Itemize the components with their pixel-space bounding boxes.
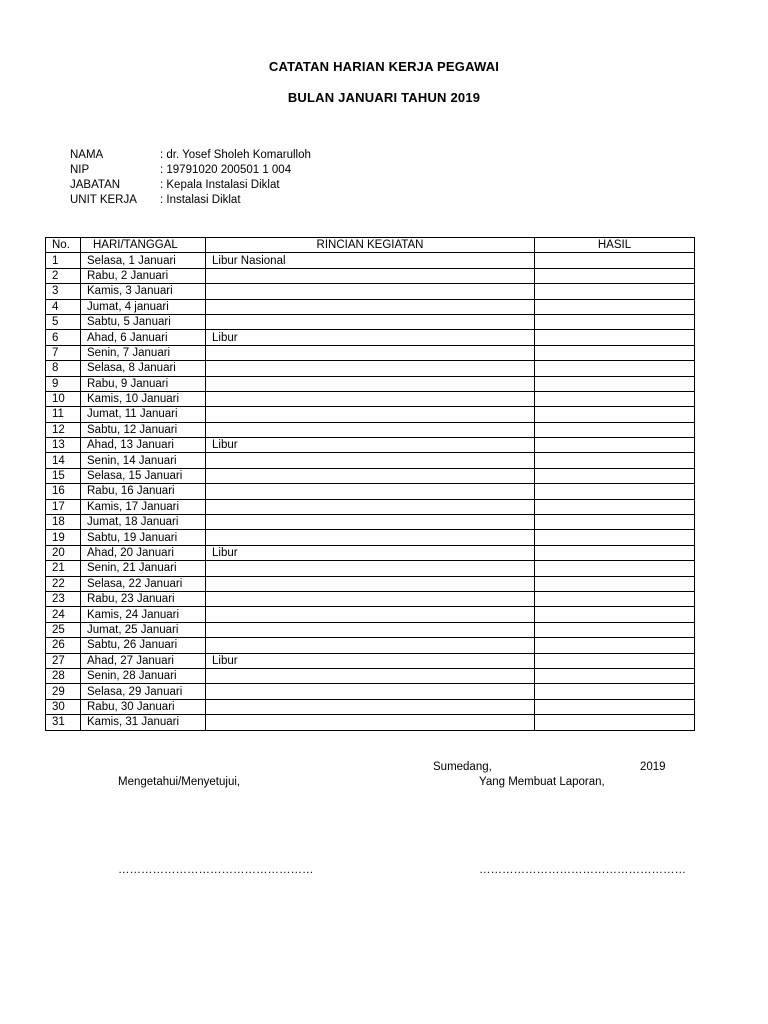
row-number-cell: 13 [46,438,81,453]
info-label: NIP [70,164,90,176]
table-row [46,668,695,683]
table-row [46,545,695,560]
table-row [46,530,695,545]
result-cell [535,284,695,299]
result-cell [535,591,695,606]
day-date-cell: Ahad, 27 Januari [81,653,206,668]
activity-cell [206,591,535,606]
day-date-cell: Selasa, 8 Januari [81,361,206,376]
day-date-cell: Senin, 14 Januari [81,453,206,468]
table-row [46,699,695,714]
row-number-cell: 27 [46,653,81,668]
approval-label: Mengetahui/Menyetujui, [118,776,241,788]
result-cell [535,515,695,530]
table-row [46,653,695,668]
result-cell [535,422,695,437]
row-number-cell: 15 [46,468,81,483]
activity-cell [206,361,535,376]
info-value: : 19791020 200501 1 004 [160,164,292,176]
table-row [46,345,695,360]
reporter-label: Yang Membuat Laporan, [479,776,605,788]
activity-cell [206,684,535,699]
table-row [46,515,695,530]
activity-cell [206,345,535,360]
employee-unit-row [70,193,311,208]
info-value: : dr. Yosef Sholeh Komarulloh [160,149,311,161]
activity-cell: Libur [206,545,535,560]
row-number-cell: 24 [46,607,81,622]
table-row [46,684,695,699]
activity-cell [206,376,535,391]
info-label: NAMA [70,149,104,161]
table-body [46,253,695,730]
day-date-cell: Jumat, 25 Januari [81,622,206,637]
day-date-cell: Sabtu, 26 Januari [81,638,206,653]
day-date-cell: Kamis, 31 Januari [81,715,206,730]
table-row [46,468,695,483]
table-row [46,361,695,376]
table-header-row [46,238,695,253]
row-number-cell: 25 [46,622,81,637]
day-date-cell: Selasa, 1 Januari [81,253,206,268]
result-cell [535,330,695,345]
activity-cell [206,391,535,406]
row-number-cell: 14 [46,453,81,468]
table-row [46,607,695,622]
activity-cell [206,576,535,591]
row-number-cell: 4 [46,299,81,314]
result-cell [535,668,695,683]
result-cell [535,361,695,376]
day-date-cell: Selasa, 15 Januari [81,468,206,483]
result-cell [535,684,695,699]
day-date-cell: Sabtu, 19 Januari [81,530,206,545]
day-date-cell: Rabu, 23 Januari [81,591,206,606]
activity-cell [206,284,535,299]
result-cell [535,268,695,283]
result-cell [535,345,695,360]
activity-cell [206,715,535,730]
row-number-cell: 2 [46,268,81,283]
year-label: 2019 [640,761,666,773]
info-label: UNIT KERJA [70,194,137,206]
day-date-cell: Sabtu, 5 Januari [81,314,206,329]
row-number-cell: 10 [46,391,81,406]
activity-cell [206,607,535,622]
place-label: Sumedang, [433,761,492,773]
day-date-cell: Selasa, 22 Januari [81,576,206,591]
result-cell [535,576,695,591]
activity-cell [206,299,535,314]
info-label: JABATAN [70,179,121,191]
day-date-cell: Selasa, 29 Januari [81,684,206,699]
result-cell [535,407,695,422]
result-cell [535,484,695,499]
result-cell [535,438,695,453]
result-cell [535,638,695,653]
activity-cell [206,515,535,530]
row-number-cell: 12 [46,422,81,437]
result-cell [535,299,695,314]
table-row [46,253,695,268]
day-date-cell: Senin, 21 Januari [81,561,206,576]
activity-cell [206,268,535,283]
day-date-cell: Ahad, 6 Januari [81,330,206,345]
day-date-cell: Ahad, 20 Januari [81,545,206,560]
activity-cell: Libur [206,438,535,453]
table-row [46,391,695,406]
table-row [46,638,695,653]
day-date-cell: Rabu, 30 Januari [81,699,206,714]
table-row [46,484,695,499]
table-row [46,314,695,329]
day-date-cell: Senin, 28 Januari [81,668,206,683]
activity-cell: Libur [206,653,535,668]
activity-cell [206,484,535,499]
row-number-cell: 6 [46,330,81,345]
reporter-signature-line: ……………………………………………… [479,864,686,876]
row-number-cell: 1 [46,253,81,268]
row-number-cell: 22 [46,576,81,591]
result-cell [535,653,695,668]
result-cell [535,453,695,468]
row-number-cell: 8 [46,361,81,376]
table-row [46,715,695,730]
activity-log-table [45,237,695,731]
day-date-cell: Kamis, 10 Januari [81,391,206,406]
document-subtitle: BULAN JANUARI TAHUN 2019 [287,90,481,105]
day-date-cell: Rabu, 9 Januari [81,376,206,391]
document-title: CATATAN HARIAN KERJA PEGAWAI [268,59,500,74]
header-no: No. [46,238,81,253]
row-number-cell: 26 [46,638,81,653]
activity-cell: Libur Nasional [206,253,535,268]
row-number-cell: 7 [46,345,81,360]
table-row [46,268,695,283]
result-cell [535,545,695,560]
row-number-cell: 31 [46,715,81,730]
day-date-cell: Senin, 7 Januari [81,345,206,360]
row-number-cell: 16 [46,484,81,499]
result-cell [535,253,695,268]
table-row [46,499,695,514]
activity-cell: Libur [206,330,535,345]
result-cell [535,622,695,637]
activity-cell [206,530,535,545]
day-date-cell: Ahad, 13 Januari [81,438,206,453]
activity-cell [206,638,535,653]
table-row [46,299,695,314]
result-cell [535,530,695,545]
row-number-cell: 28 [46,668,81,683]
day-date-cell: Kamis, 17 Januari [81,499,206,514]
table-row [46,622,695,637]
row-number-cell: 21 [46,561,81,576]
day-date-cell: Kamis, 3 Januari [81,284,206,299]
header-day-date: HARI/TANGGAL [81,238,206,253]
row-number-cell: 5 [46,314,81,329]
row-number-cell: 30 [46,699,81,714]
info-value: : Kepala Instalasi Diklat [160,179,280,191]
row-number-cell: 29 [46,684,81,699]
row-number-cell: 9 [46,376,81,391]
employee-position-row [70,178,311,193]
row-number-cell: 19 [46,530,81,545]
table-row [46,561,695,576]
result-cell [535,468,695,483]
employee-info [70,148,311,208]
employee-name-row [70,148,311,163]
info-value: : Instalasi Diklat [160,194,241,206]
table-row [46,376,695,391]
table-row [46,591,695,606]
table-row [46,576,695,591]
table-row [46,330,695,345]
result-cell [535,715,695,730]
activity-cell [206,668,535,683]
activity-cell [206,407,535,422]
row-number-cell: 11 [46,407,81,422]
activity-cell [206,453,535,468]
activity-cell [206,561,535,576]
header-activity-details: RINCIAN KEGIATAN [206,238,535,253]
result-cell [535,314,695,329]
activity-cell [206,468,535,483]
approver-signature-line: …………………………………………… [118,864,314,876]
result-cell [535,376,695,391]
day-date-cell: Jumat, 4 januari [81,299,206,314]
result-cell [535,391,695,406]
activity-cell [206,699,535,714]
day-date-cell: Sabtu, 12 Januari [81,422,206,437]
day-date-cell: Jumat, 18 Januari [81,515,206,530]
row-number-cell: 3 [46,284,81,299]
activity-cell [206,314,535,329]
header-result: HASIL [535,238,695,253]
row-number-cell: 18 [46,515,81,530]
employee-nip-row [70,163,311,178]
activity-cell [206,499,535,514]
table-row [46,422,695,437]
day-date-cell: Rabu, 16 Januari [81,484,206,499]
result-cell [535,561,695,576]
row-number-cell: 17 [46,499,81,514]
result-cell [535,607,695,622]
table-row [46,438,695,453]
table-row [46,407,695,422]
day-date-cell: Kamis, 24 Januari [81,607,206,622]
result-cell [535,499,695,514]
table-row [46,284,695,299]
activity-cell [206,622,535,637]
activity-cell [206,422,535,437]
row-number-cell: 20 [46,545,81,560]
day-date-cell: Rabu, 2 Januari [81,268,206,283]
row-number-cell: 23 [46,591,81,606]
result-cell [535,699,695,714]
day-date-cell: Jumat, 11 Januari [81,407,206,422]
table-row [46,453,695,468]
